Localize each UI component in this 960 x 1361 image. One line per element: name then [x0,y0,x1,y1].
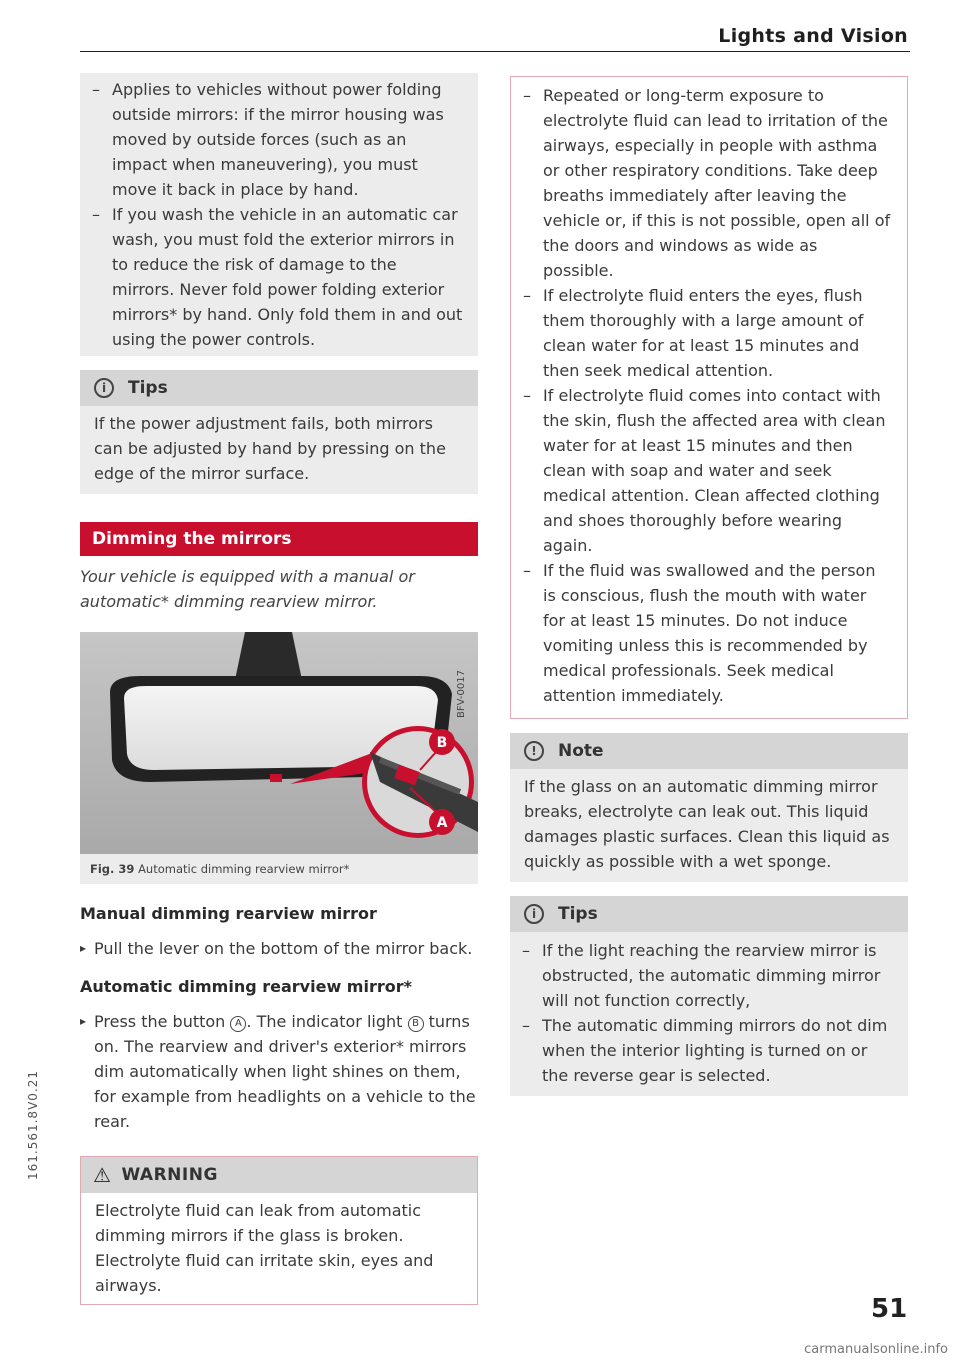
tips-text: If the power adjustment fails, both mirrors can be adjusted by hand by pressing on the edge of the mirror surface. [94,414,446,483]
list-item: – The automatic dimming mirrors do not dim when the interior lighting is turned on or the reverse gear is selected. [522,1013,894,1088]
note-title: Note [558,741,604,761]
auto-dimming-heading: Automatic dimming rearview mirror* [80,977,412,996]
info-icon: i [524,904,544,924]
right-column [510,76,908,1096]
list-item: – If the fluid was swallowed and the person is conscious, flush the mouth with water for at least 15 minutes. Do not induce vomiting unless this is recommended by medical professionals. Seek medical attention immediately. [523,558,893,708]
tips-header [80,370,478,406]
warning-title: WARNING [121,1165,218,1185]
section-title: Lights and Vision [718,25,908,47]
auto-dimming-step [80,1009,478,1134]
step-text: Press the button [94,1012,226,1031]
note-box [510,733,908,882]
warning-header [81,1157,477,1193]
manual-dimming-step: ▸ Pull the lever on the bottom of the mirror back. [80,936,478,961]
note-header [510,733,908,769]
warning-continued-box [510,76,908,719]
mirror-figure [80,632,478,854]
warning-text: Electrolyte fluid can leak from automatic dimming mirrors if the glass is broken. Electrolyte fluid can irritate skin, eyes and airways. [95,1201,434,1295]
callout-b: B [436,735,448,751]
button-a-ref: A [230,1016,246,1032]
header-divider [80,51,910,52]
tips-box [80,370,478,494]
info-icon: i [94,378,114,398]
step-text: . The indicator light [246,1012,403,1031]
manual-dimming-heading: Manual dimming rearview mirror [80,904,377,923]
figure-caption [80,854,478,884]
list-item: – If electrolyte fluid enters the eyes, flush them thoroughly with a large amount of clean water for at least 15 minutes and then seek medical attention. [523,283,893,383]
indicator-b-ref: B [408,1016,424,1032]
tips-title: Tips [558,904,598,924]
section-heading: Dimming the mirrors [80,522,478,556]
document-code: 161.561.8V0.21 [26,1070,40,1180]
figure-caption-text: Automatic dimming rearview mirror* [138,862,350,876]
rearview-mirror-illustration [80,632,478,854]
mirror-notes-box [80,73,478,356]
tips-header [510,896,908,932]
section-intro: Your vehicle is equipped with a manual or automatic* dimming rearview mirror. [80,567,415,611]
note-text: If the glass on an automatic dimming mirror breaks, electrolyte can leak out. This liquid damages plastic surfaces. Clean this liquid as quickly as possible with a wet sponge. [524,777,890,871]
figure-code: BFV-0017 [456,670,467,718]
tips-title: Tips [128,378,168,398]
list-item: – If the light reaching the rearview mirror is obstructed, the automatic dimming mirror will not function correctly, [522,938,894,1013]
watermark: carmanualsonline.info [804,1342,948,1357]
list-item: – Applies to vehicles without power folding outside mirrors: if the mirror housing was moved by outside forces (such as an impact when maneuvering), you must move it back in place by hand. [92,77,464,202]
page-number: 51 [871,1294,908,1324]
warning-box [80,1156,478,1305]
list-item: – If electrolyte fluid comes into contact with the skin, flush the affected area with clean water for at least 15 minutes and then clean with soap and water and seek medical attention. Clean affected clothing and shoes thoroughly before wearing again. [523,383,893,558]
list-item: – Repeated or long-term exposure to electrolyte fluid can lead to irritation of the airways, especially in people with asthma or other respiratory conditions. Take deep breaths immediately after leaving the vehicle or, if this is not possible, open all of the doors and windows as wide as possible. [523,83,893,283]
figure-number: Fig. 39 [90,862,135,876]
left-column [80,73,478,1305]
list-item: – If you wash the vehicle in an automatic car wash, you must fold the exterior mirrors in to reduce the risk of damage to the mirrors. Never fold power folding exterior mirrors* by hand. Only fold them in and out using the power controls. [92,202,464,352]
callout-a: A [436,815,448,831]
tips-box-2 [510,896,908,1096]
warning-triangle-icon: ⚠ [93,1163,112,1187]
step-text: turns on. The rearview and driver's exterior* mirrors dim automatically when light shines on them, for example from headlights on a vehicle to the rear. [94,1012,476,1131]
exclamation-icon: ! [524,741,544,761]
